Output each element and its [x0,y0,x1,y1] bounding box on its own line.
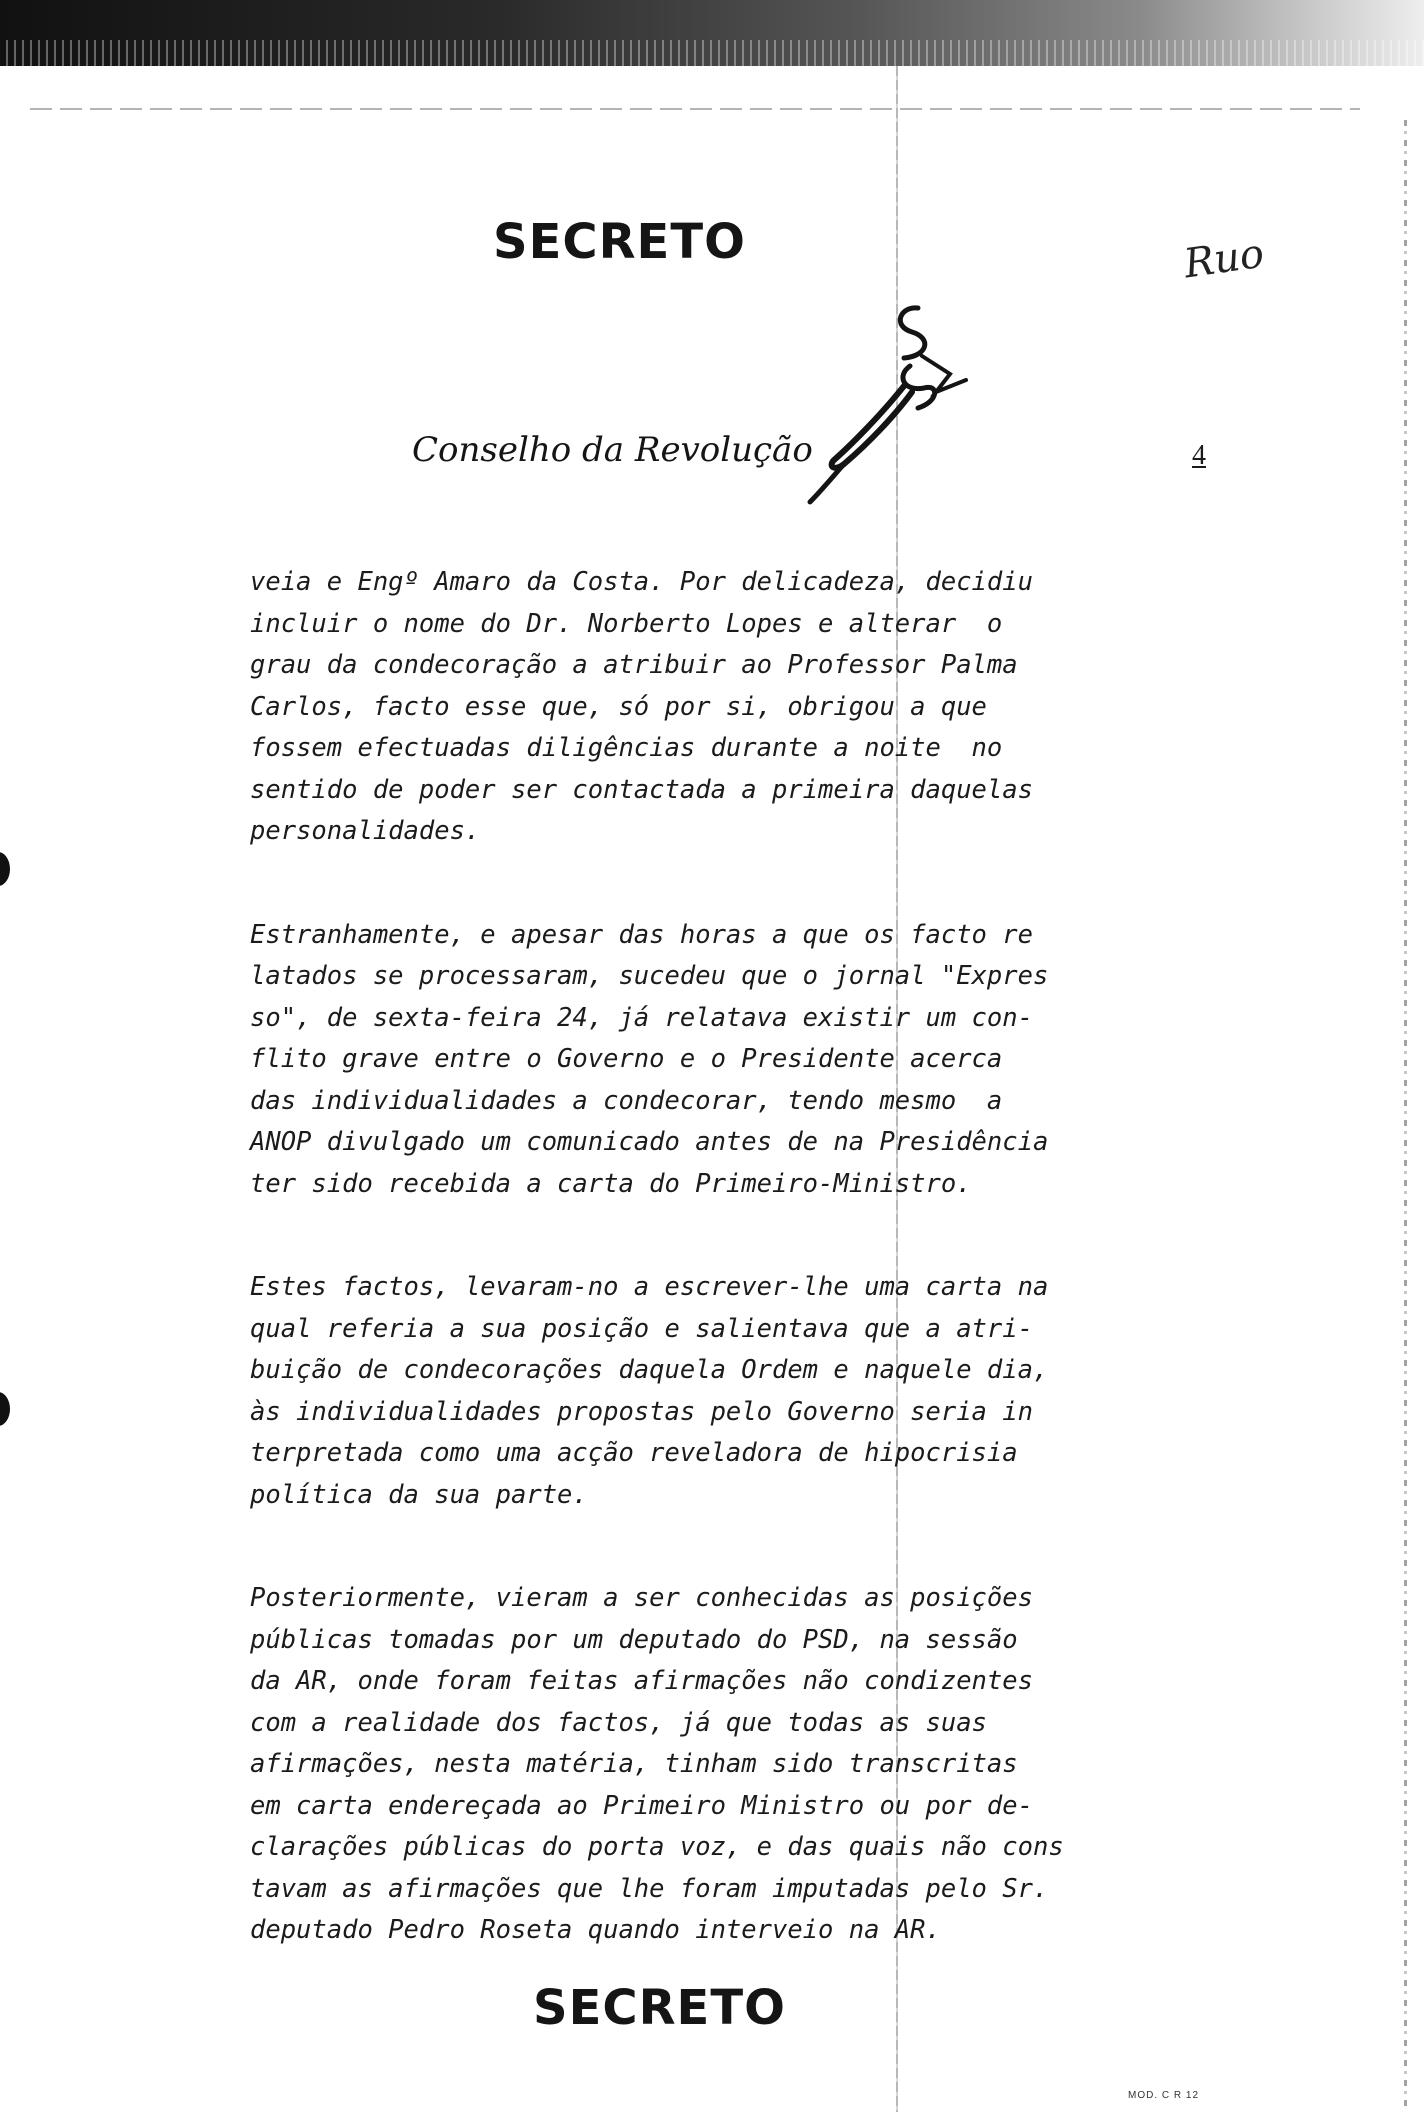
paragraph [250,562,1150,853]
paragraph [250,915,1150,1206]
scan-dark-band [0,0,1424,66]
text-line: buição de condecorações daquela Ordem e naquele dia, [250,1355,1049,1385]
classification-stamp-top: SECRETO [493,214,746,270]
scan-dashed-rule [30,108,1360,110]
punch-hole [0,852,10,886]
body-text [250,562,1150,2014]
text-line: sentido de poder ser contactada a primeira daquelas [250,774,1033,805]
letterhead: Conselho da Revolução [412,430,813,470]
text-line: afirmações, nesta matéria, tinham sido transcritas [250,1749,1018,1779]
handwritten-signature [800,296,1000,506]
text-line: so", de sexta-feira 24, já relatava existir um con- [250,1002,1033,1033]
classification-stamp-bottom: SECRETO [533,1980,786,2036]
handwritten-initials: Ruo [1181,230,1267,288]
punch-hole [0,1392,10,1426]
text-line: fossem efectuadas diligências durante a noite no [250,733,1003,763]
text-line: em carta endereçada ao Primeiro Ministro ou por de- [250,1790,1033,1821]
text-line: personalidades. [250,816,481,846]
text-line: grau da condecoração a atribuir ao Professor Palma [250,650,1018,680]
text-line: latados se processaram, sucedeu que o jornal "Expres [250,961,1049,991]
text-line: Posteriormente, vieram a ser conhecidas as posições [250,1583,1033,1613]
text-line: ter sido recebida a carta do Primeiro-Ministro. [250,1168,972,1199]
text-line: ANOP divulgado um comunicado antes de na Presidência [250,1127,1049,1157]
text-line: com a realidade dos factos, já que todas as suas [250,1707,987,1738]
paragraph [250,1267,1150,1516]
text-line: veia e Engº Amaro da Costa. Por delicadeza, decidiu [250,567,1033,597]
text-line: clarações públicas do porta voz, e das quais não cons [250,1832,1064,1862]
text-line: terpretada como uma acção reveladora de hipocrisia [250,1438,1018,1468]
text-line: da AR, onde foram feitas afirmações não condizentes [250,1666,1033,1696]
text-line: Estranhamente, e apesar das horas a que os facto re [250,919,1033,950]
text-line: tavam as afirmações que lhe foram imputadas pelo Sr. [250,1873,1049,1904]
paragraph [250,1578,1150,1952]
text-line: flito grave entre o Governo e o Presidente acerca [250,1044,1003,1074]
text-line: Carlos, facto esse que, só por si, obrigou a que [250,691,987,722]
text-line: incluir o nome do Dr. Norberto Lopes e alterar o [250,608,1003,639]
text-line: deputado Pedro Roseta quando interveio na AR. [250,1915,941,1945]
text-line: das individualidades a condecorar, tendo mesmo a [250,1085,1003,1116]
text-line: qual referia a sua posição e salientava que a atri- [250,1313,1033,1344]
page-edge-artifact [1404,120,1407,2110]
text-line: às individualidades propostas pelo Governo seria in [250,1396,1033,1427]
text-line: Estes factos, levaram-no a escrever-lhe uma carta na [250,1272,1049,1302]
form-code: MOD. C R 12 [1128,2090,1200,2101]
text-line: política da sua parte. [250,1479,588,1510]
page-number: 4 [1192,440,1206,471]
text-line: públicas tomadas por um deputado do PSD, na sessão [250,1624,1018,1655]
